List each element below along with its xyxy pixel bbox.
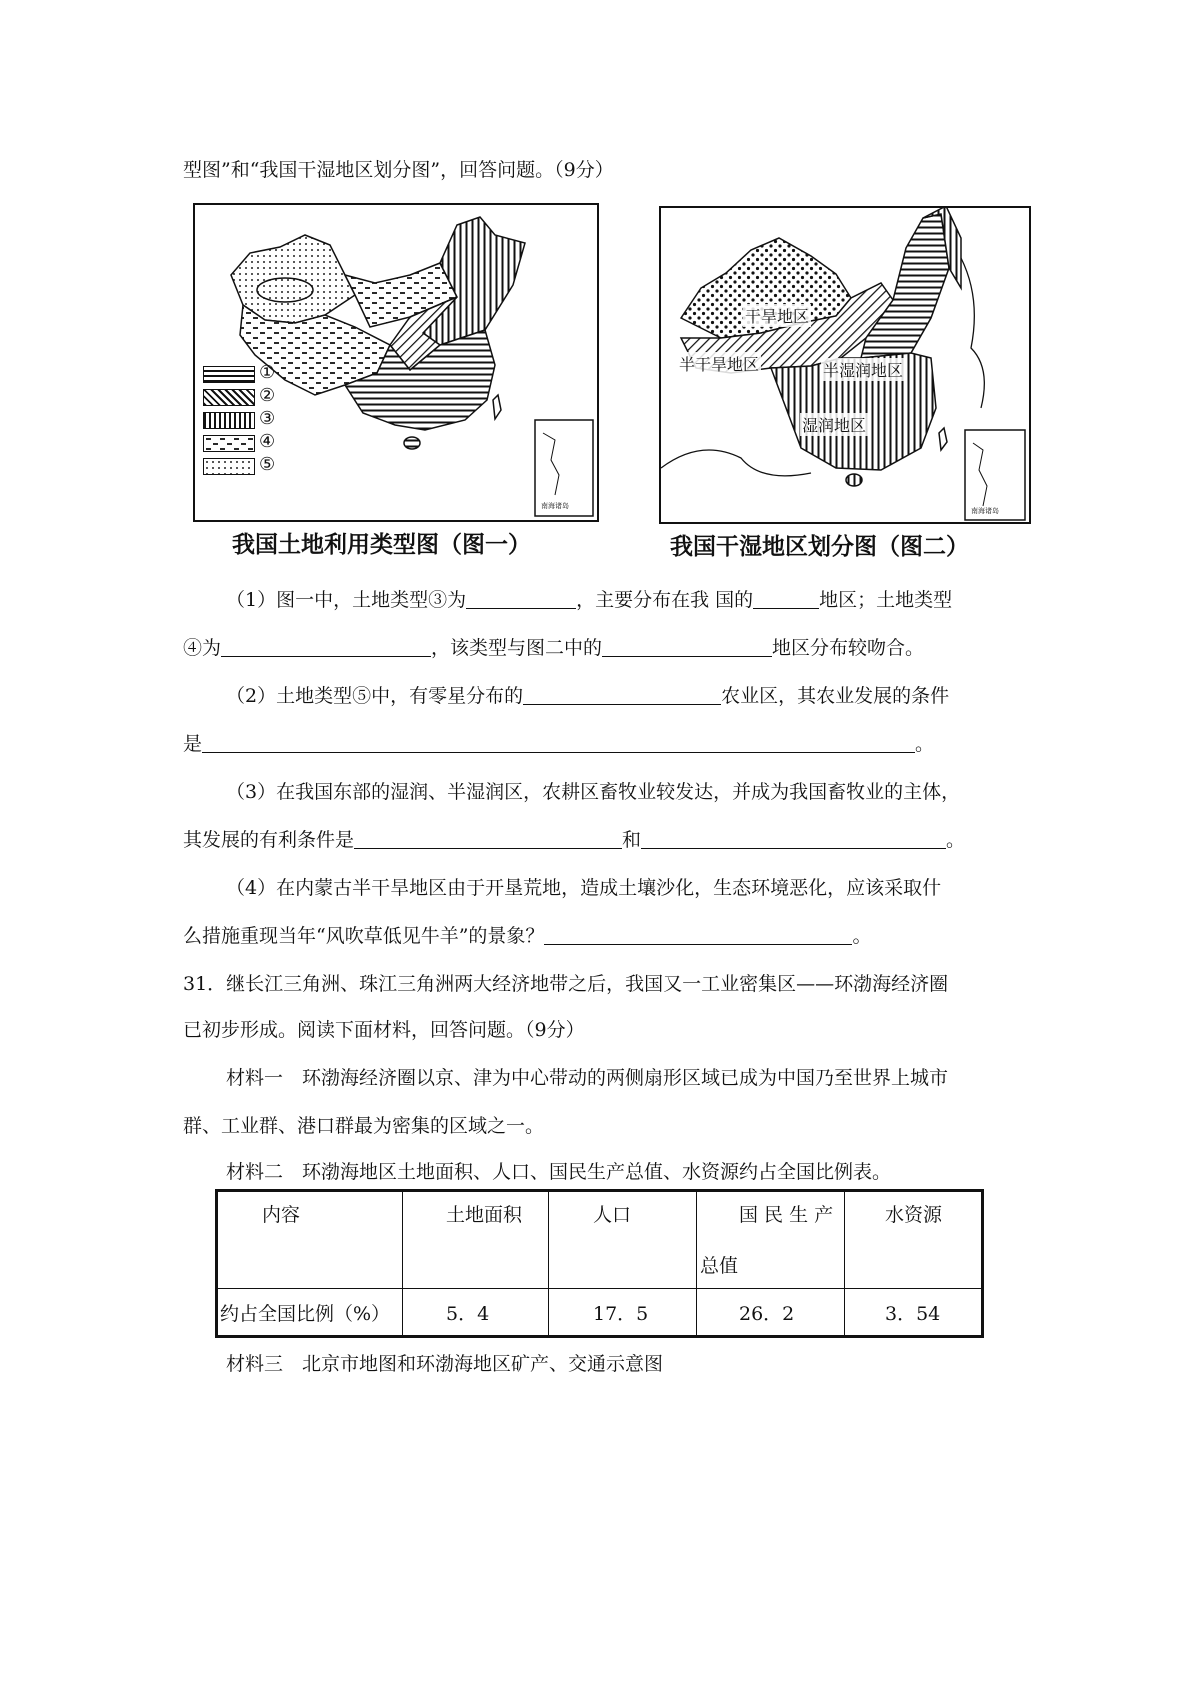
- value-population: 17．5: [549, 1289, 697, 1337]
- land-use-map-drawing: [195, 205, 597, 520]
- value-water: 3．54: [845, 1289, 983, 1337]
- value-land-area: 5．4: [403, 1289, 549, 1337]
- legend-label-5: ⑤: [259, 454, 276, 475]
- question-1-line-2: ④为 ，该类型与图二中的 地区分布较吻合。: [183, 637, 925, 659]
- question-1-line-1: （1）图一中，土地类型③为 ，主要分布在我 国的 地区；土地类型: [226, 589, 953, 611]
- header-gnp-line-2: 总值: [700, 1255, 739, 1277]
- answer-blank[interactable]: [202, 734, 915, 753]
- land-use-map: [193, 203, 599, 522]
- header-gnp: [697, 1191, 845, 1289]
- humid-label: 湿润地区: [800, 413, 868, 436]
- material-2-title: 材料二 环渤海地区土地面积、人口、国民生产总值、水资源约占全国比例表。: [226, 1161, 892, 1183]
- map1-caption: 我国土地利用类型图（图一）: [232, 532, 531, 558]
- map2-caption: 我国干湿地区划分图（图二）: [670, 534, 969, 560]
- table-row: [217, 1289, 983, 1337]
- question-31-line-1: 31．继长江三角洲、珠江三角洲两大经济地带之后，我国又一工业密集区——环渤海经济圈: [183, 973, 949, 995]
- answer-blank[interactable]: [466, 590, 576, 609]
- material-3-title: 材料三 北京市地图和环渤海地区矿产、交通示意图: [226, 1353, 664, 1375]
- ratio-table: [215, 1189, 984, 1338]
- hainan-island: [846, 474, 862, 486]
- answer-blank[interactable]: [221, 638, 431, 657]
- header-land-area: 土地面积: [403, 1191, 549, 1289]
- header-content: 内容: [217, 1191, 403, 1289]
- header-population: 人口: [549, 1191, 697, 1289]
- basin-oval: [257, 278, 313, 302]
- question-2-line-2: 是 。: [183, 733, 935, 755]
- taiwan-island: [493, 395, 501, 419]
- legend-label-4: ④: [259, 431, 276, 452]
- hainan-island: [404, 437, 420, 449]
- legend-label-2: ②: [259, 385, 276, 406]
- answer-blank[interactable]: [523, 686, 721, 705]
- answer-blank[interactable]: [602, 638, 772, 657]
- row-label: 约占全国比例（%）: [217, 1289, 403, 1337]
- map1-inset-label: 南海诸岛: [541, 502, 569, 510]
- legend-label-3: ③: [259, 408, 276, 429]
- answer-blank[interactable]: [544, 926, 852, 945]
- question-4-line-1: （4）在内蒙古半干旱地区由于开垦荒地，造成土壤沙化，生态环境恶化，应该采取什: [226, 877, 942, 899]
- answer-blank[interactable]: [354, 830, 622, 849]
- answer-blank[interactable]: [753, 590, 819, 609]
- arid-label: 干旱地区: [743, 304, 811, 327]
- question-3-line-1: （3）在我国东部的湿润、半湿润区，农耕区畜牧业较发达，并成为我国畜牧业的主体，: [226, 781, 961, 803]
- semi-humid-label: 半湿润地区: [821, 358, 905, 381]
- value-gnp: 26．2: [697, 1289, 845, 1337]
- question-31-line-2: 已初步形成。阅读下面材料，回答问题。（9分）: [183, 1019, 585, 1041]
- table-header-row: [217, 1191, 983, 1289]
- header-gnp-line-1: 国 民 生 产: [739, 1204, 834, 1226]
- material-1-line-2: 群、工业群、港口群最为密集的区域之一。: [183, 1115, 545, 1137]
- semi-arid-label: 半干旱地区: [677, 352, 761, 375]
- intro-line: 型图”和“我国干湿地区划分图”，回答问题。（9分）: [183, 159, 614, 181]
- question-3-line-2: 其发展的有利条件是 和 。: [183, 829, 966, 851]
- answer-blank[interactable]: [641, 830, 946, 849]
- header-water: 水资源: [845, 1191, 983, 1289]
- question-2-line-1: （2）土地类型⑤中，有零星分布的 农业区，其农业发展的条件: [226, 685, 950, 707]
- map2-inset-label: 南海诸岛: [971, 507, 999, 515]
- question-4-line-2: 么措施重现当年“风吹草低见牛羊”的景象？ 。: [183, 925, 872, 947]
- taiwan-island: [939, 428, 947, 450]
- material-1-line-1: 材料一 环渤海经济圈以京、津为中心带动的两侧扇形区域已成为中国乃至世界上城市: [226, 1067, 949, 1089]
- legend-label-1: ①: [259, 362, 276, 383]
- dry-wet-map: [659, 206, 1031, 524]
